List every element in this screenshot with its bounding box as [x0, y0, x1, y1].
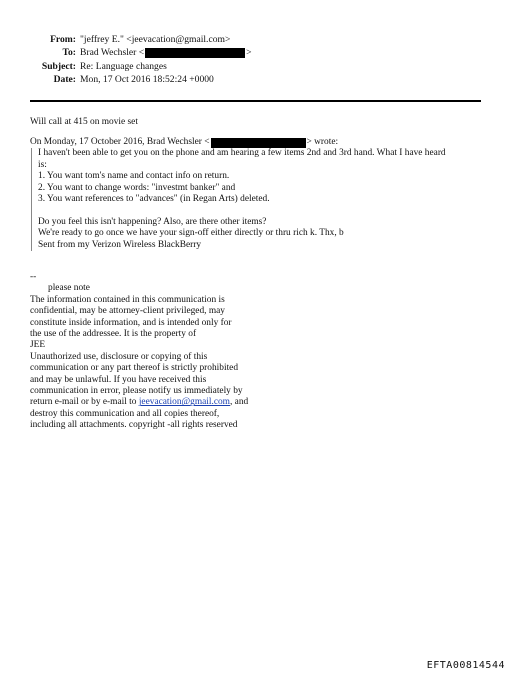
from-label: From:: [50, 34, 76, 45]
signature-line: Unauthorized use, disclosure or copying of this: [30, 351, 208, 362]
quote-intro-prefix: On Monday, 17 October 2016, Brad Wechsler <: [30, 137, 210, 147]
signature-line: communication in error, please notify us immediately by: [30, 386, 243, 397]
quote-line: We're ready to go once we have your sign-off either directly or thru rich k. Thx, b: [38, 228, 344, 239]
signature-line: JEE: [30, 340, 46, 351]
signature-line: confidential, may be attorney-client privileged, may: [30, 306, 225, 317]
signature-line: the use of the addressee. It is the property of: [30, 329, 197, 340]
redaction-box: [211, 138, 306, 148]
signature-line: destroy this communication and all copies thereof,: [30, 408, 220, 419]
quote-line: Do you feel this isn't happening? Also, are there other items?: [38, 216, 267, 227]
date-label: Date:: [53, 74, 76, 86]
quote-line: 1. You want tom's name and contact info on return.: [38, 171, 230, 182]
to-name: Brad Wechsler <: [80, 47, 145, 59]
email-header: [0, 33, 512, 87]
quote-block: [31, 148, 480, 251]
signature-line: The information contained in this communication is: [30, 294, 225, 305]
redaction-box: [145, 48, 245, 58]
reply-text: [30, 117, 490, 128]
from-value: "jeffrey E." <jeevacation@gmail.com>: [80, 34, 231, 45]
signature-line: including all attachments. copyright -all rights reserved: [30, 420, 238, 431]
date-value: Mon, 17 Oct 2016 18:52:24 +0000: [80, 74, 214, 86]
quote-line: 2. You want to change words: "investmt banker" and: [38, 182, 236, 193]
subject-label: Subject:: [41, 60, 76, 72]
to-value: [80, 46, 252, 59]
signature-line: communication or any part thereof is strictly prohibited: [30, 363, 239, 374]
to-suffix: >: [246, 47, 252, 59]
quote-line: I haven't been able to get you on the phone and am hearing a few items 2nd and 3rd hand. What I have heard: [38, 148, 446, 159]
signature-line: and may be unlawful. If you have received this: [30, 374, 207, 385]
to-row: [0, 46, 512, 59]
quote-intro-suffix: > wrote:: [306, 137, 339, 147]
quote-intro: [30, 137, 480, 148]
from-row: [0, 33, 512, 46]
subject-value: Re: Language changes: [80, 60, 167, 72]
blank-line: [38, 205, 480, 216]
email-line-suffix: , and: [229, 397, 249, 408]
quoted-message: [30, 137, 480, 251]
to-label: To:: [62, 47, 76, 59]
subject-row: [0, 60, 512, 73]
date-row: [0, 73, 512, 86]
email-link[interactable]: jeevacation@gmail.com: [138, 397, 230, 408]
signature-line: constitute inside information, and is intended only for: [30, 317, 232, 328]
header-divider: [30, 100, 481, 102]
document-id: EFTA00814544: [426, 660, 505, 671]
signature-dashes: --: [30, 272, 37, 282]
reply-line: Will call at 415 on movie set: [30, 117, 138, 127]
signature-block: [30, 272, 330, 432]
email-line-prefix: return e-mail or by e-mail to: [30, 397, 139, 408]
quote-line: is:: [38, 159, 47, 170]
signature-email-line: [30, 397, 330, 408]
quote-line: 3. You want references to "advances" (in Regan Arts) deleted.: [38, 194, 270, 205]
quote-line: Sent from my Verizon Wireless BlackBerry: [38, 239, 202, 250]
signature-note: please note: [48, 283, 90, 294]
